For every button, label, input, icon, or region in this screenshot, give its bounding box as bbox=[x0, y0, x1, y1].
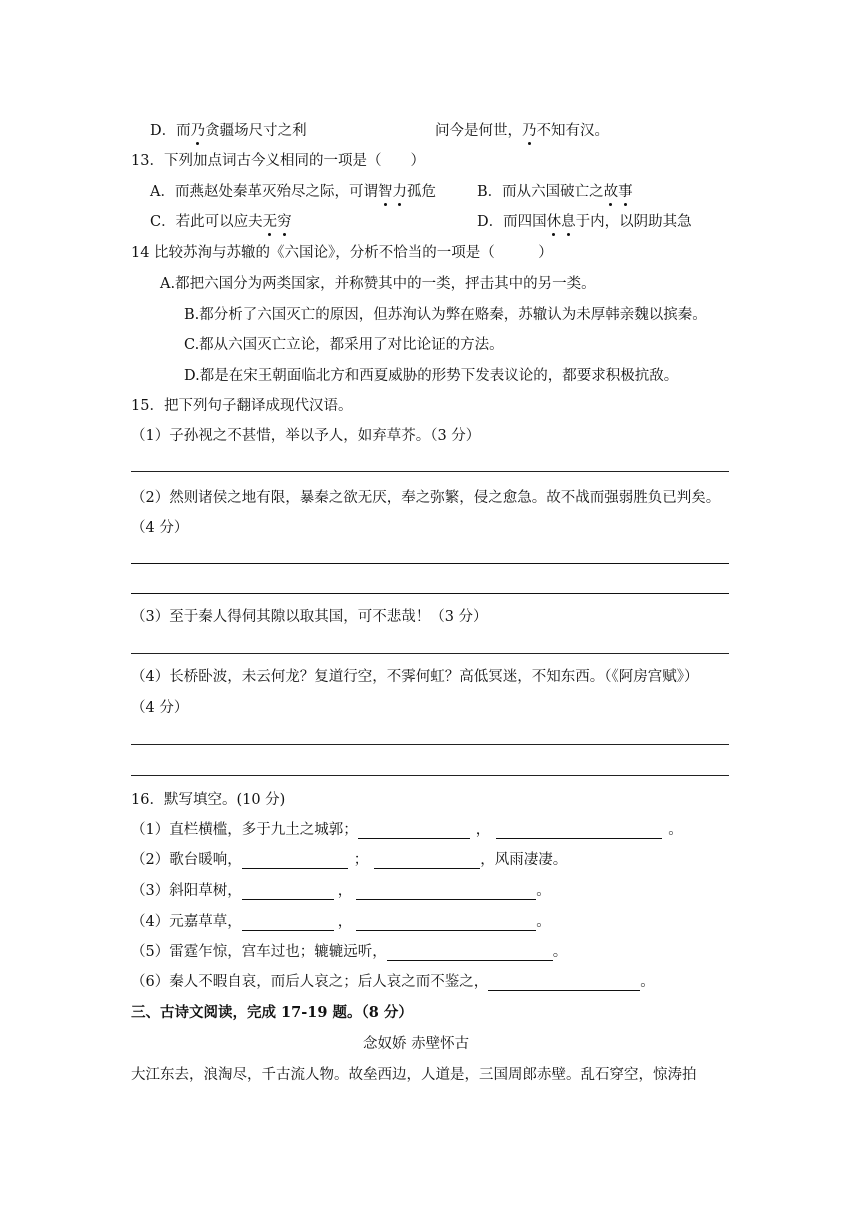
q14-option-b: B.都分析了六国灭亡的原因，但苏洵认为弊在赂秦，苏辙认为未厚韩亲魏以摈秦。 bbox=[184, 307, 707, 323]
dotted-char: 乃 bbox=[522, 123, 537, 139]
q14-option-c: C.都从六国灭亡立论，都采用了对比论证的方法。 bbox=[184, 337, 504, 353]
q15-sentence-3: （3）至于秦人得伺其隙以取其国，可不悲哉！（3 分） bbox=[131, 609, 488, 625]
q13-stem: 13．下列加点词古今义相同的一项是（ ） bbox=[131, 153, 425, 169]
q12-option-d-right: 问今是何世，乃不知有汉。 bbox=[435, 123, 609, 139]
q16-line-6: （6）秦人不暇自哀，而后人哀之；后人哀之而不鉴之， 。 bbox=[131, 974, 655, 990]
q15-sentence-1: （1）子孙视之不甚惜，举以予人，如弃草芥。（3 分） bbox=[131, 428, 481, 444]
q14-option-d: D.都是在宋王朝面临北方和西夏威胁的形势下发表议论的，都要求积极抗敌。 bbox=[184, 368, 679, 384]
dotted-char: 乃 bbox=[190, 123, 206, 139]
q16-line-5: （5）雷霆乍惊，宫车过也；辘辘远听， 。 bbox=[131, 944, 568, 960]
q15-sentence-2-score: （4 分） bbox=[131, 520, 189, 536]
fill-blank[interactable] bbox=[387, 945, 553, 961]
answer-line[interactable] bbox=[131, 593, 729, 594]
fill-blank[interactable] bbox=[488, 975, 640, 991]
poem-line-1: 大江东去，浪淘尽，千古流人物。故垒西边，人道是，三国周郎赤壁。乱石穿空，惊涛拍 bbox=[131, 1067, 697, 1083]
answer-line[interactable] bbox=[131, 563, 729, 564]
q16-stem: 16．默写填空。(10 分) bbox=[131, 792, 286, 808]
answer-line[interactable] bbox=[131, 653, 729, 654]
q15-sentence-2: （2）然则诸侯之地有限，暴秦之欲无厌，奉之弥繁，侵之愈急。故不战而强弱胜负已判矣。 bbox=[131, 490, 721, 506]
fill-blank[interactable] bbox=[374, 853, 480, 869]
fill-blank[interactable] bbox=[356, 915, 536, 931]
q16-line-4: （4）元嘉草草， ， 。 bbox=[131, 914, 551, 930]
q16-line-3: （3）斜阳草树， ， 。 bbox=[131, 883, 551, 899]
q16-line-2: （2）歌台暖响， ； ，风雨凄凄。 bbox=[131, 852, 568, 868]
q15-sentence-4-score: （4 分） bbox=[131, 700, 189, 716]
q13-option-b: B．而从六国破亡之故事 bbox=[477, 184, 633, 200]
section-3-heading: 三、古诗文阅读，完成 17-19 题。（8 分） bbox=[131, 1004, 413, 1021]
q14-stem: 14 比较苏洵与苏辙的《六国论》，分析不恰当的一项是（ ） bbox=[131, 245, 553, 261]
fill-blank[interactable] bbox=[242, 853, 348, 869]
q16-line-1: （1）直栏横槛，多于九土之城郭； ， 。 bbox=[131, 822, 683, 838]
q15-stem: 15．把下列句子翻译成现代汉语。 bbox=[131, 398, 353, 414]
answer-line[interactable] bbox=[131, 775, 729, 776]
q12-option-d-left: D．而乃贪疆场尺寸之利 bbox=[150, 123, 307, 139]
fill-blank[interactable] bbox=[242, 915, 334, 931]
fill-blank[interactable] bbox=[356, 884, 536, 900]
fill-blank[interactable] bbox=[358, 823, 470, 839]
answer-line[interactable] bbox=[131, 471, 729, 472]
q14-option-a: A.都把六国分为两类国家，并称赞其中的一类，抨击其中的另一类。 bbox=[160, 276, 596, 292]
fill-blank[interactable] bbox=[242, 884, 334, 900]
fill-blank[interactable] bbox=[496, 823, 662, 839]
q13-option-a: A．而燕赵处秦革灭殆尽之际，可谓智力孤危 bbox=[150, 184, 436, 200]
q13-option-d: D．而四国休息于内，以阴助其急 bbox=[477, 214, 692, 230]
q13-option-c: C．若此可以应夫无穷 bbox=[150, 214, 292, 230]
q15-sentence-4: （4）长桥卧波，未云何龙？复道行空，不霁何虹？高低冥迷，不知东西。（《阿房宫赋》） bbox=[131, 669, 699, 685]
answer-line[interactable] bbox=[131, 744, 729, 745]
poem-title: 念奴娇 赤壁怀古 bbox=[363, 1036, 470, 1052]
